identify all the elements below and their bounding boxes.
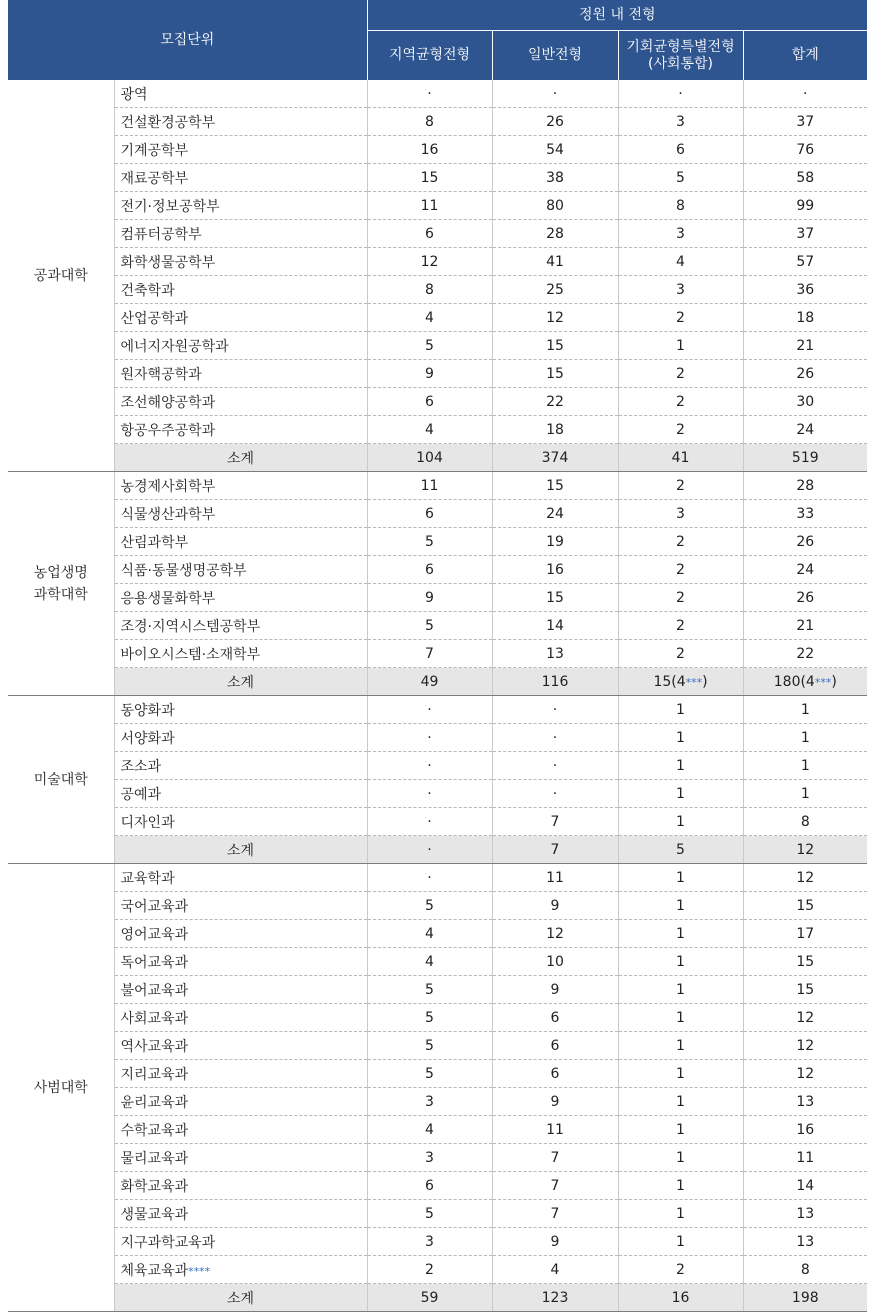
subtotal-row bbox=[8, 444, 867, 472]
value-cell: 2 bbox=[618, 612, 743, 640]
college-name: 사범대학 bbox=[8, 864, 114, 1312]
value-cell: 8 bbox=[367, 276, 492, 304]
table-row bbox=[8, 1004, 867, 1032]
value-cell: 24 bbox=[492, 500, 618, 528]
value-cell: 1 bbox=[618, 976, 743, 1004]
department-name: 산림과학부 bbox=[114, 528, 367, 556]
subtotal-value: 7 bbox=[492, 836, 618, 864]
value-cell: 1 bbox=[618, 780, 743, 808]
subtotal-value: 12 bbox=[743, 836, 867, 864]
department-name: 공예과 bbox=[114, 780, 367, 808]
value-cell: 13 bbox=[743, 1228, 867, 1256]
department-name: 재료공학부 bbox=[114, 164, 367, 192]
table-body bbox=[8, 80, 867, 1312]
subtotal-value: · bbox=[367, 836, 492, 864]
value-cell: 16 bbox=[743, 1116, 867, 1144]
value-cell: 11 bbox=[492, 1116, 618, 1144]
value-cell: 12 bbox=[743, 864, 867, 892]
value-cell: 4 bbox=[367, 948, 492, 976]
value-cell: 5 bbox=[618, 164, 743, 192]
department-name: 바이오시스템·소재학부 bbox=[114, 640, 367, 668]
department-name: 농경제사회학부 bbox=[114, 472, 367, 500]
department-name: 전기·정보공학부 bbox=[114, 192, 367, 220]
value-cell: 6 bbox=[367, 220, 492, 248]
subtotal-value: 198 bbox=[743, 1284, 867, 1312]
table-row bbox=[8, 332, 867, 360]
value-cell: 1 bbox=[743, 696, 867, 724]
table-row bbox=[8, 1256, 867, 1284]
value-cell: 2 bbox=[618, 640, 743, 668]
department-name: 식물생산과학부 bbox=[114, 500, 367, 528]
subtotal-value: 180(4***) bbox=[743, 668, 867, 696]
value-cell: 24 bbox=[743, 416, 867, 444]
department-name: 지구과학교육과 bbox=[114, 1228, 367, 1256]
subtotal-value: 16 bbox=[618, 1284, 743, 1312]
header-unit: 모집단위 bbox=[8, 0, 367, 80]
college-name: 농업생명 과학대학 bbox=[8, 472, 114, 696]
footnote-marker: **** bbox=[188, 1264, 211, 1278]
value-cell: 2 bbox=[618, 360, 743, 388]
table-row bbox=[8, 1172, 867, 1200]
value-cell: · bbox=[367, 780, 492, 808]
value-cell: 15 bbox=[743, 892, 867, 920]
table-row bbox=[8, 164, 867, 192]
value-cell: 3 bbox=[367, 1144, 492, 1172]
value-cell: 7 bbox=[492, 1200, 618, 1228]
value-cell: 4 bbox=[367, 304, 492, 332]
department-name: 불어교육과 bbox=[114, 976, 367, 1004]
table-row bbox=[8, 556, 867, 584]
value-cell: 57 bbox=[743, 248, 867, 276]
department-name: 디자인과 bbox=[114, 808, 367, 836]
value-cell: 11 bbox=[367, 192, 492, 220]
value-cell: · bbox=[492, 80, 618, 108]
table-row bbox=[8, 1060, 867, 1088]
department-name: 조선해양공학과 bbox=[114, 388, 367, 416]
subtotal-value: 59 bbox=[367, 1284, 492, 1312]
value-cell: 4 bbox=[367, 1116, 492, 1144]
table-row bbox=[8, 780, 867, 808]
value-cell: 4 bbox=[492, 1256, 618, 1284]
admission-table bbox=[8, 0, 867, 1312]
table-row bbox=[8, 976, 867, 1004]
value-cell: 12 bbox=[743, 1032, 867, 1060]
value-cell: 33 bbox=[743, 500, 867, 528]
value-cell: · bbox=[492, 752, 618, 780]
value-cell: 1 bbox=[618, 332, 743, 360]
value-cell: 2 bbox=[618, 388, 743, 416]
value-cell: 25 bbox=[492, 276, 618, 304]
value-cell: 16 bbox=[367, 136, 492, 164]
table-row bbox=[8, 500, 867, 528]
table-row bbox=[8, 612, 867, 640]
table-row bbox=[8, 1144, 867, 1172]
value-cell: 1 bbox=[618, 808, 743, 836]
value-cell: 16 bbox=[492, 556, 618, 584]
value-cell: 1 bbox=[618, 948, 743, 976]
value-cell: 4 bbox=[367, 416, 492, 444]
header-col-general: 일반전형 bbox=[492, 31, 618, 81]
value-cell: · bbox=[367, 752, 492, 780]
value-cell: 14 bbox=[492, 612, 618, 640]
department-name: 응용생물화학부 bbox=[114, 584, 367, 612]
value-cell: 6 bbox=[618, 136, 743, 164]
subtotal-label: 소계 bbox=[114, 1284, 367, 1312]
header-col-opportunity: 기회균형특별전형 (사회통합) bbox=[618, 31, 743, 81]
value-cell: · bbox=[367, 696, 492, 724]
value-cell: 3 bbox=[618, 220, 743, 248]
value-cell: 26 bbox=[743, 584, 867, 612]
value-cell: 1 bbox=[618, 1144, 743, 1172]
value-cell: 1 bbox=[618, 1172, 743, 1200]
value-cell: 2 bbox=[618, 584, 743, 612]
value-cell: 18 bbox=[492, 416, 618, 444]
table-row bbox=[8, 920, 867, 948]
value-cell: 6 bbox=[367, 500, 492, 528]
value-cell: 28 bbox=[492, 220, 618, 248]
table-row bbox=[8, 1116, 867, 1144]
department-name: 광역 bbox=[114, 80, 367, 108]
value-cell: 13 bbox=[743, 1088, 867, 1116]
value-cell: 6 bbox=[492, 1004, 618, 1032]
table-row bbox=[8, 360, 867, 388]
value-cell: · bbox=[367, 808, 492, 836]
table-row bbox=[8, 724, 867, 752]
department-name: 국어교육과 bbox=[114, 892, 367, 920]
subtotal-value: 374 bbox=[492, 444, 618, 472]
value-cell: 2 bbox=[618, 528, 743, 556]
value-cell: 11 bbox=[743, 1144, 867, 1172]
value-cell: 19 bbox=[492, 528, 618, 556]
table-row bbox=[8, 276, 867, 304]
table-row bbox=[8, 1228, 867, 1256]
value-cell: 2 bbox=[618, 1256, 743, 1284]
value-cell: 14 bbox=[743, 1172, 867, 1200]
table-row bbox=[8, 80, 867, 108]
value-cell: · bbox=[492, 724, 618, 752]
value-cell: 1 bbox=[618, 1060, 743, 1088]
header-col-total: 합계 bbox=[743, 31, 867, 81]
value-cell: 10 bbox=[492, 948, 618, 976]
value-cell: · bbox=[492, 780, 618, 808]
value-cell: 15 bbox=[492, 332, 618, 360]
department-name: 항공우주공학과 bbox=[114, 416, 367, 444]
table-row bbox=[8, 136, 867, 164]
value-cell: 58 bbox=[743, 164, 867, 192]
value-cell: 7 bbox=[492, 808, 618, 836]
value-cell: 3 bbox=[618, 276, 743, 304]
value-cell: 2 bbox=[618, 304, 743, 332]
value-cell: 54 bbox=[492, 136, 618, 164]
value-cell: 41 bbox=[492, 248, 618, 276]
subtotal-row bbox=[8, 836, 867, 864]
value-cell: 11 bbox=[367, 472, 492, 500]
value-cell: 11 bbox=[492, 864, 618, 892]
value-cell: 17 bbox=[743, 920, 867, 948]
value-cell: · bbox=[367, 724, 492, 752]
value-cell: · bbox=[367, 80, 492, 108]
value-cell: 6 bbox=[367, 1172, 492, 1200]
department-name: 지리교육과 bbox=[114, 1060, 367, 1088]
table-row bbox=[8, 948, 867, 976]
value-cell: 15 bbox=[492, 584, 618, 612]
value-cell: · bbox=[618, 80, 743, 108]
value-cell: 15 bbox=[743, 976, 867, 1004]
subtotal-value: 123 bbox=[492, 1284, 618, 1312]
value-cell: 5 bbox=[367, 332, 492, 360]
value-cell: 1 bbox=[743, 752, 867, 780]
value-cell: 2 bbox=[367, 1256, 492, 1284]
value-cell: 4 bbox=[618, 248, 743, 276]
value-cell: 24 bbox=[743, 556, 867, 584]
value-cell: 13 bbox=[492, 640, 618, 668]
department-name: 역사교육과 bbox=[114, 1032, 367, 1060]
value-cell: 15 bbox=[367, 164, 492, 192]
value-cell: 6 bbox=[367, 388, 492, 416]
table-row bbox=[8, 192, 867, 220]
value-cell: 1 bbox=[618, 1032, 743, 1060]
value-cell: 5 bbox=[367, 1004, 492, 1032]
value-cell: 28 bbox=[743, 472, 867, 500]
department-name: 조경·지역시스템공학부 bbox=[114, 612, 367, 640]
table-row bbox=[8, 304, 867, 332]
department-name: 기계공학부 bbox=[114, 136, 367, 164]
value-cell: 5 bbox=[367, 528, 492, 556]
department-name: 영어교육과 bbox=[114, 920, 367, 948]
table-row bbox=[8, 864, 867, 892]
subtotal-value: 41 bbox=[618, 444, 743, 472]
table-row bbox=[8, 108, 867, 136]
value-cell: 3 bbox=[618, 500, 743, 528]
department-name: 원자핵공학과 bbox=[114, 360, 367, 388]
value-cell: 1 bbox=[618, 696, 743, 724]
value-cell: 76 bbox=[743, 136, 867, 164]
subtotal-value: 519 bbox=[743, 444, 867, 472]
table-row bbox=[8, 1200, 867, 1228]
table-row bbox=[8, 388, 867, 416]
table-row bbox=[8, 528, 867, 556]
value-cell: 5 bbox=[367, 892, 492, 920]
value-cell: 21 bbox=[743, 612, 867, 640]
value-cell: 12 bbox=[743, 1004, 867, 1032]
department-name: 윤리교육과 bbox=[114, 1088, 367, 1116]
value-cell: 80 bbox=[492, 192, 618, 220]
footnote-marker: *** bbox=[685, 675, 703, 689]
value-cell: 8 bbox=[743, 1256, 867, 1284]
value-cell: 26 bbox=[743, 360, 867, 388]
table-row bbox=[8, 808, 867, 836]
value-cell: 1 bbox=[618, 1228, 743, 1256]
value-cell: 1 bbox=[618, 724, 743, 752]
value-cell: 1 bbox=[618, 864, 743, 892]
value-cell: 7 bbox=[492, 1144, 618, 1172]
value-cell: 6 bbox=[367, 556, 492, 584]
value-cell: 9 bbox=[492, 1088, 618, 1116]
value-cell: 12 bbox=[492, 920, 618, 948]
department-name: 독어교육과 bbox=[114, 948, 367, 976]
table-row bbox=[8, 472, 867, 500]
value-cell: 1 bbox=[618, 1200, 743, 1228]
subtotal-row bbox=[8, 668, 867, 696]
table-row bbox=[8, 584, 867, 612]
table-row bbox=[8, 1088, 867, 1116]
value-cell: 6 bbox=[492, 1060, 618, 1088]
value-cell: 3 bbox=[367, 1088, 492, 1116]
value-cell: 8 bbox=[367, 108, 492, 136]
value-cell: 1 bbox=[618, 752, 743, 780]
value-cell: 9 bbox=[492, 1228, 618, 1256]
value-cell: 18 bbox=[743, 304, 867, 332]
value-cell: 1 bbox=[618, 1004, 743, 1032]
value-cell: 6 bbox=[492, 1032, 618, 1060]
value-cell: 12 bbox=[492, 304, 618, 332]
department-name: 에너지자원공학과 bbox=[114, 332, 367, 360]
value-cell: 26 bbox=[743, 528, 867, 556]
college-name: 공과대학 bbox=[8, 80, 114, 472]
value-cell: 1 bbox=[618, 1088, 743, 1116]
value-cell: 8 bbox=[743, 808, 867, 836]
value-cell: 5 bbox=[367, 1200, 492, 1228]
table-row bbox=[8, 752, 867, 780]
value-cell: 5 bbox=[367, 1060, 492, 1088]
college-name: 미술대학 bbox=[8, 696, 114, 864]
table-row bbox=[8, 416, 867, 444]
value-cell: 37 bbox=[743, 220, 867, 248]
table-row bbox=[8, 696, 867, 724]
value-cell: 5 bbox=[367, 1032, 492, 1060]
value-cell: 9 bbox=[492, 976, 618, 1004]
value-cell: 22 bbox=[492, 388, 618, 416]
department-name: 건설환경공학부 bbox=[114, 108, 367, 136]
header-col-regional: 지역균형전형 bbox=[367, 31, 492, 81]
value-cell: 2 bbox=[618, 416, 743, 444]
department-name: 산업공학과 bbox=[114, 304, 367, 332]
department-name: 동양화과 bbox=[114, 696, 367, 724]
subtotal-value: 104 bbox=[367, 444, 492, 472]
table-row bbox=[8, 1032, 867, 1060]
value-cell: 22 bbox=[743, 640, 867, 668]
header-group: 정원 내 전형 bbox=[367, 0, 867, 31]
department-name: 조소과 bbox=[114, 752, 367, 780]
value-cell: 7 bbox=[492, 1172, 618, 1200]
value-cell: 7 bbox=[367, 640, 492, 668]
value-cell: 30 bbox=[743, 388, 867, 416]
department-name: 건축학과 bbox=[114, 276, 367, 304]
department-name: 화학생물공학부 bbox=[114, 248, 367, 276]
subtotal-label: 소계 bbox=[114, 444, 367, 472]
value-cell: 5 bbox=[367, 976, 492, 1004]
value-cell: 1 bbox=[618, 920, 743, 948]
value-cell: 1 bbox=[618, 1116, 743, 1144]
department-name: 화학교육과 bbox=[114, 1172, 367, 1200]
value-cell: 2 bbox=[618, 472, 743, 500]
table-row bbox=[8, 892, 867, 920]
department-name: 물리교육과 bbox=[114, 1144, 367, 1172]
department-name: 수학교육과 bbox=[114, 1116, 367, 1144]
value-cell: 15 bbox=[492, 360, 618, 388]
value-cell: 15 bbox=[492, 472, 618, 500]
department-name: 사회교육과 bbox=[114, 1004, 367, 1032]
subtotal-value: 5 bbox=[618, 836, 743, 864]
subtotal-row bbox=[8, 1284, 867, 1312]
department-name: 서양화과 bbox=[114, 724, 367, 752]
value-cell: · bbox=[367, 864, 492, 892]
department-name: 식품·동물생명공학부 bbox=[114, 556, 367, 584]
value-cell: · bbox=[492, 696, 618, 724]
value-cell: 12 bbox=[367, 248, 492, 276]
subtotal-value: 49 bbox=[367, 668, 492, 696]
department-name: 컴퓨터공학부 bbox=[114, 220, 367, 248]
value-cell: 21 bbox=[743, 332, 867, 360]
department-name: 교육학과 bbox=[114, 864, 367, 892]
department-name: 체육교육과**** bbox=[114, 1256, 367, 1284]
subtotal-label: 소계 bbox=[114, 836, 367, 864]
value-cell: 12 bbox=[743, 1060, 867, 1088]
value-cell: 4 bbox=[367, 920, 492, 948]
table-row bbox=[8, 220, 867, 248]
value-cell: 9 bbox=[367, 584, 492, 612]
value-cell: 13 bbox=[743, 1200, 867, 1228]
subtotal-label: 소계 bbox=[114, 668, 367, 696]
table-row bbox=[8, 248, 867, 276]
department-name: 생물교육과 bbox=[114, 1200, 367, 1228]
value-cell: 37 bbox=[743, 108, 867, 136]
value-cell: 1 bbox=[743, 780, 867, 808]
value-cell: 3 bbox=[618, 108, 743, 136]
value-cell: 26 bbox=[492, 108, 618, 136]
value-cell: 8 bbox=[618, 192, 743, 220]
value-cell: 5 bbox=[367, 612, 492, 640]
value-cell: 99 bbox=[743, 192, 867, 220]
value-cell: 3 bbox=[367, 1228, 492, 1256]
footnote-marker: *** bbox=[814, 675, 832, 689]
table-row bbox=[8, 640, 867, 668]
value-cell: 1 bbox=[618, 892, 743, 920]
value-cell: 9 bbox=[367, 360, 492, 388]
value-cell: 1 bbox=[743, 724, 867, 752]
subtotal-value: 15(4***) bbox=[618, 668, 743, 696]
subtotal-value: 116 bbox=[492, 668, 618, 696]
value-cell: 36 bbox=[743, 276, 867, 304]
value-cell: 38 bbox=[492, 164, 618, 192]
value-cell: 9 bbox=[492, 892, 618, 920]
value-cell: 15 bbox=[743, 948, 867, 976]
value-cell: · bbox=[743, 80, 867, 108]
value-cell: 2 bbox=[618, 556, 743, 584]
